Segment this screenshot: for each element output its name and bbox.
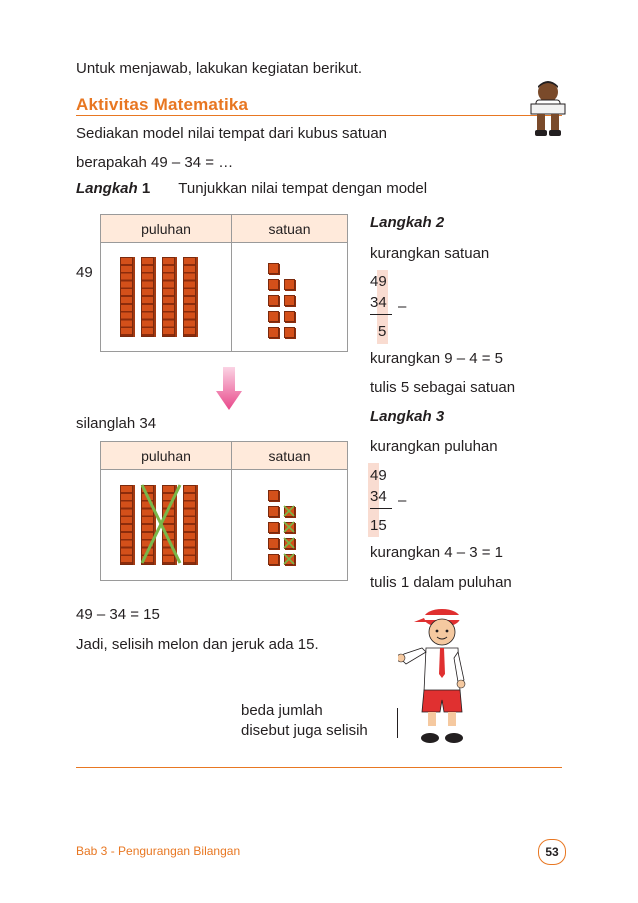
col-header-ones: satuan — [232, 442, 348, 470]
unit-cube — [268, 506, 279, 517]
step-2-calc-rule — [370, 314, 392, 315]
step-3-line-3: tulis 1 dalam puluhan — [370, 574, 512, 591]
step-3-title: Langkah 3 — [370, 408, 445, 425]
step-2-calc-result: 5 — [378, 323, 387, 340]
unit-cube — [268, 279, 279, 290]
step-2-line-1: kurangkan satuan — [370, 245, 490, 262]
tens-rod — [120, 485, 133, 565]
unit-cube — [268, 538, 279, 549]
unit-cube — [284, 311, 295, 322]
step-2-calc-top: 49 — [370, 273, 387, 290]
step-2-title: Langkah 2 — [370, 214, 445, 231]
tens-rod — [183, 485, 196, 565]
step-1-number: 1 — [141, 180, 151, 197]
col-header-tens: puluhan — [101, 442, 232, 470]
place-value-table-49 — [100, 214, 348, 352]
step-3-calc-result: 15 — [370, 517, 387, 534]
intro-text: Untuk menjawab, lakukan kegiatan berikut. — [76, 60, 362, 77]
tens-cell — [101, 470, 232, 581]
cross-instruction: silanglah 34 — [76, 415, 157, 432]
step-3-calc-bottom: 34 — [370, 488, 387, 505]
conclusion-text: Jadi, selisih melon dan jeruk ada 15. — [76, 636, 319, 653]
cross-mark-tens — [139, 482, 183, 566]
title-divider — [76, 115, 562, 116]
step-2-line-3: tulis 5 sebagai satuan — [370, 379, 516, 396]
ones-cell — [232, 470, 348, 581]
col-header-tens: puluhan — [101, 215, 232, 243]
step-3-calc-operator: – — [398, 492, 407, 509]
unit-cube — [284, 279, 295, 290]
tens-rod — [162, 257, 175, 337]
reading-child-illustration — [525, 78, 571, 140]
step-2-calc-bottom: 34 — [370, 294, 387, 311]
unit-cube — [268, 311, 279, 322]
step-1 — [76, 180, 427, 198]
step-2-calc-operator: – — [398, 298, 407, 315]
col-header-ones: satuan — [232, 215, 348, 243]
problem-line-2: berapakah 49 – 34 = … — [76, 154, 234, 171]
footer-chapter: Bab 3 - Pengurangan Bilangan — [76, 844, 241, 858]
unit-cube — [284, 295, 295, 306]
tens-rod — [141, 257, 154, 337]
student-illustration — [398, 600, 478, 748]
tens-cell — [101, 243, 232, 352]
problem-line-1: Sediakan model nilai tempat dari kubus satuan — [76, 125, 388, 142]
step-3-calc-top: 49 — [370, 467, 387, 484]
unit-cube — [268, 327, 279, 338]
row-label-49: 49 — [76, 264, 93, 281]
unit-cube — [268, 295, 279, 306]
cross-mark-ones — [282, 504, 296, 566]
tens-rod — [183, 257, 196, 337]
step-3-line-1: kurangkan puluhan — [370, 438, 498, 455]
footer-divider — [76, 767, 562, 768]
unit-cube — [268, 263, 279, 274]
step-1-text: Tunjukkan nilai tempat dengan model — [178, 180, 428, 197]
step-1-label: Langkah — [76, 180, 138, 197]
speech-line-2: disebut juga selisih — [241, 722, 368, 739]
unit-cube — [268, 490, 279, 501]
result-equation: 49 – 34 = 15 — [76, 606, 160, 623]
unit-cube — [268, 554, 279, 565]
step-3-line-2: kurangkan 4 – 3 = 1 — [370, 544, 504, 561]
step-2-line-2: kurangkan 9 – 4 = 5 — [370, 350, 504, 367]
down-arrow-icon — [216, 367, 242, 411]
step-3-calc-rule — [370, 508, 392, 509]
place-value-table-crossed — [100, 441, 348, 581]
page-number: 53 — [538, 839, 566, 865]
unit-cube — [268, 522, 279, 533]
section-title: Aktivitas Matematika — [76, 95, 249, 114]
unit-cube — [284, 327, 295, 338]
speech-line-1: beda jumlah — [241, 702, 323, 719]
ones-cell — [232, 243, 348, 352]
tens-rod — [120, 257, 133, 337]
